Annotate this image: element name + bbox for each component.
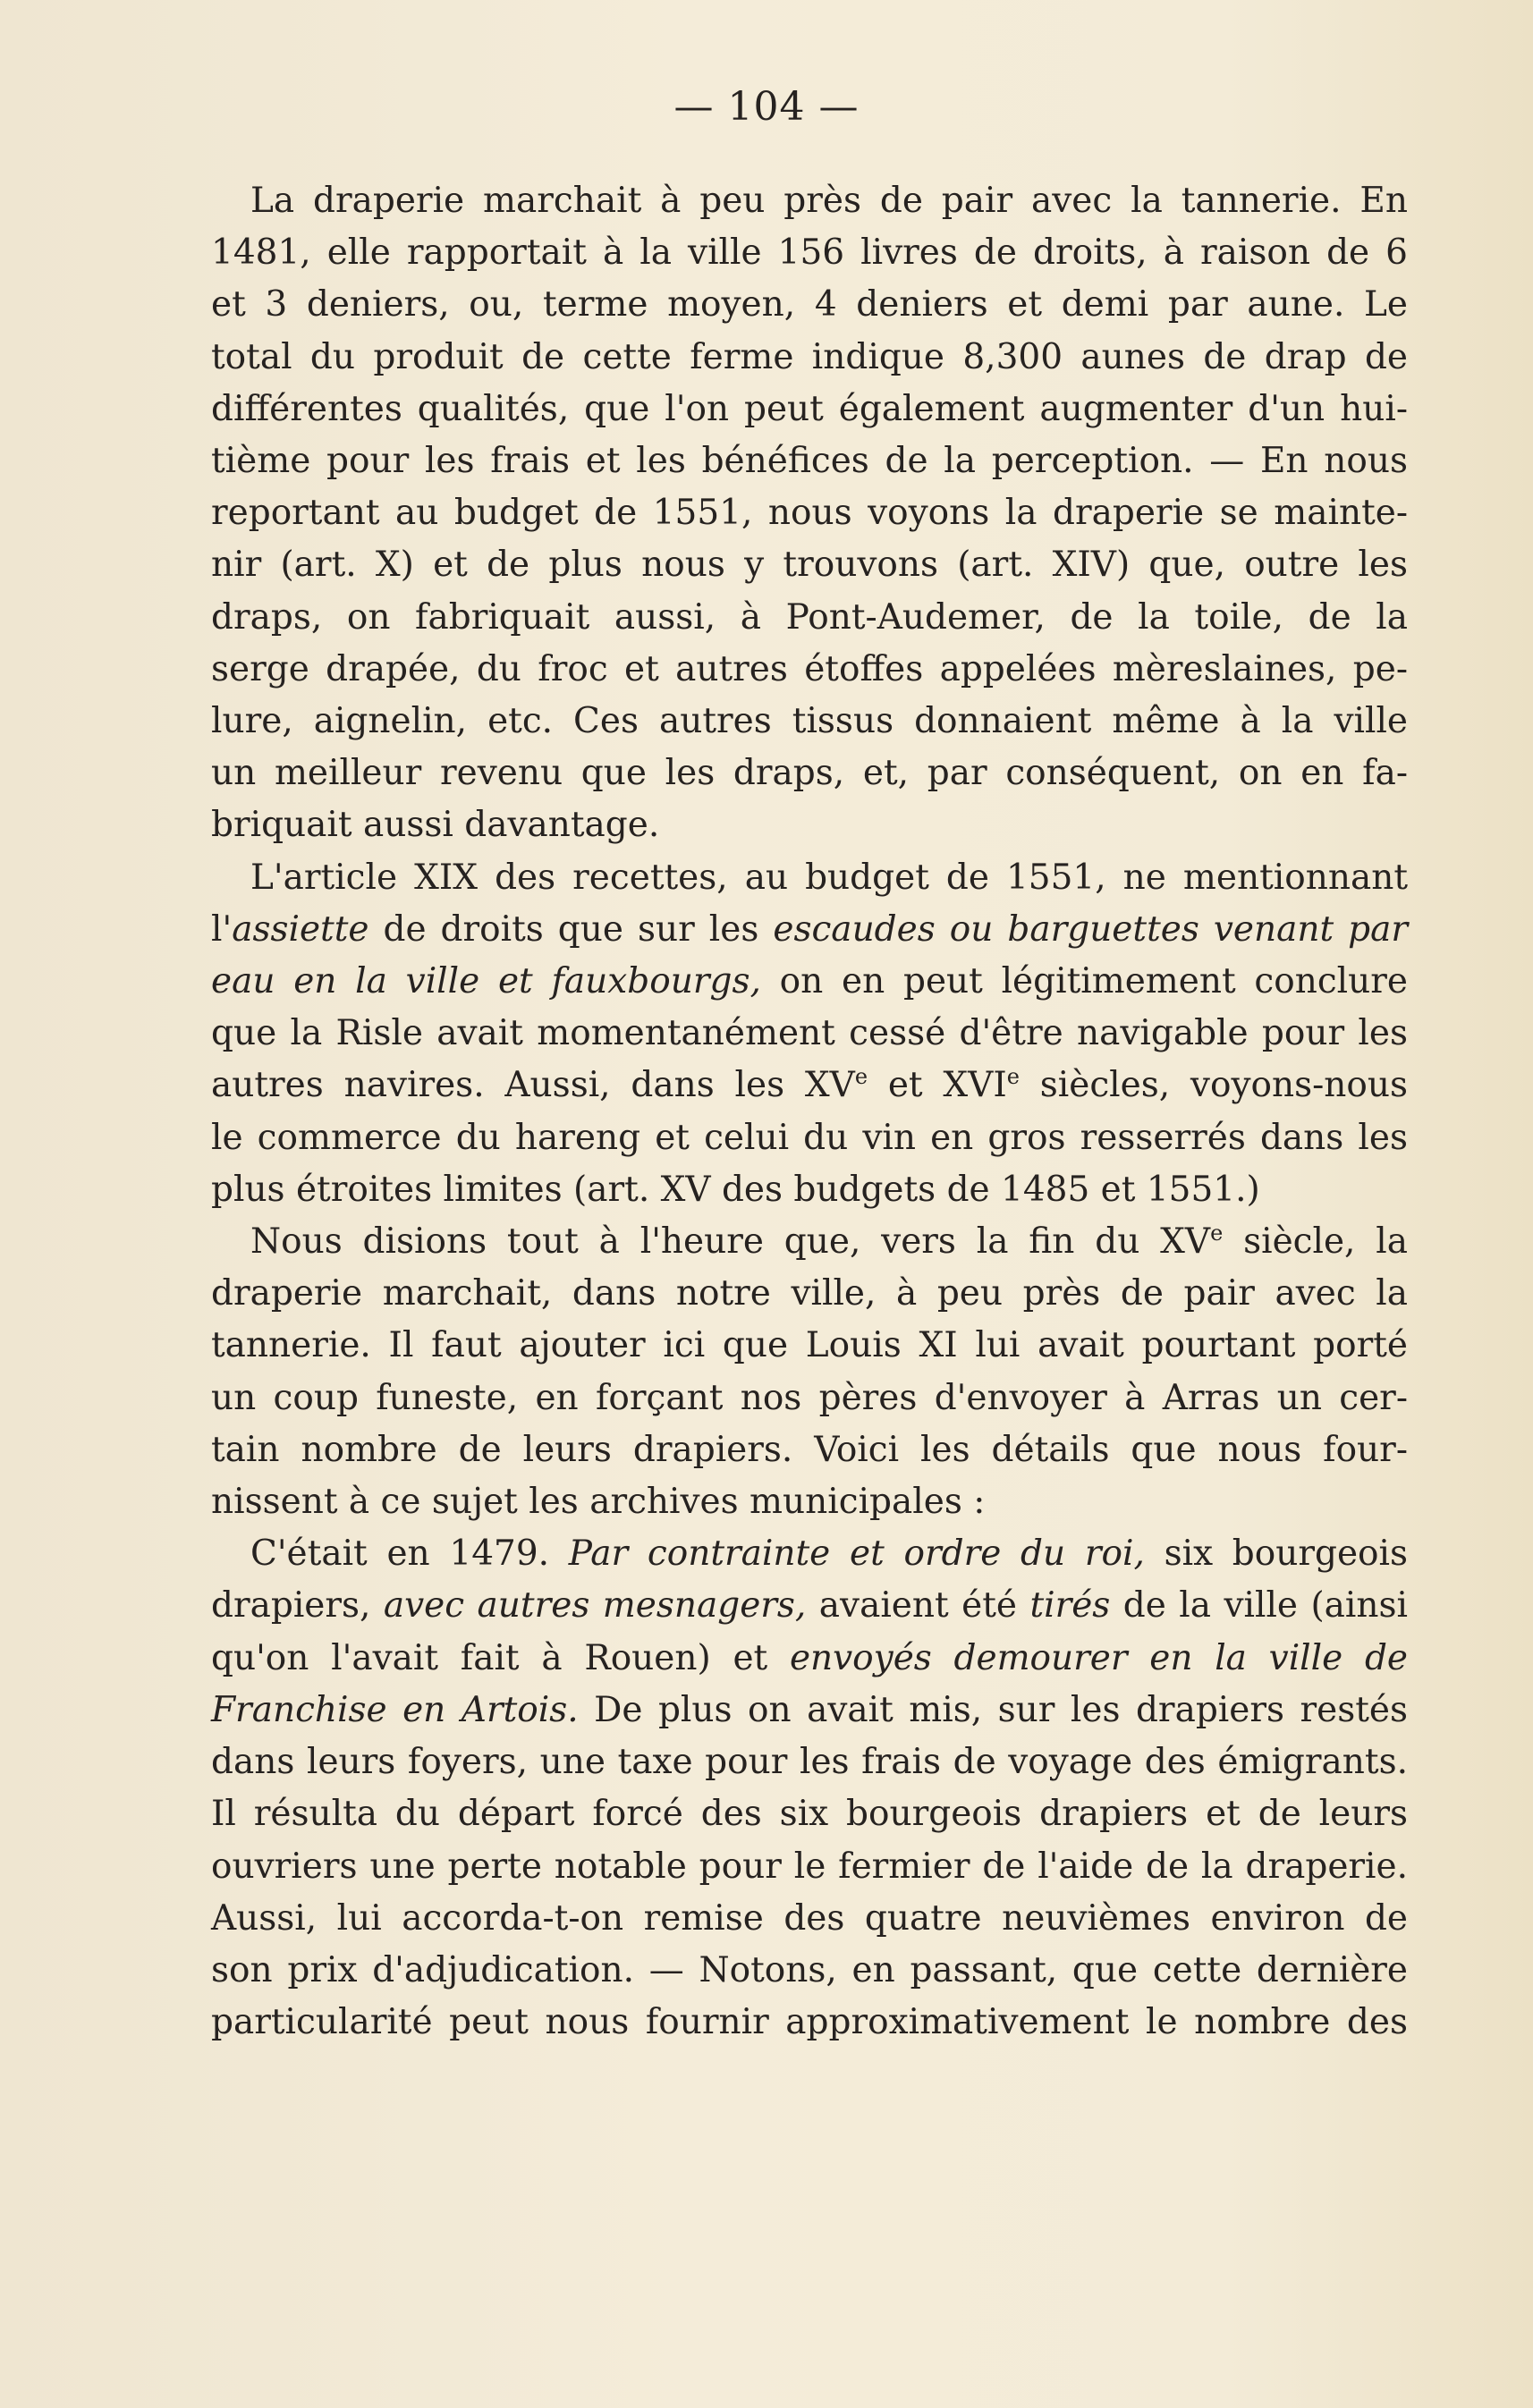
italic-phrase: Franchise en Artois.: [211, 1689, 579, 1730]
text-line: [211, 1685, 1408, 1736]
text-line: [211, 1216, 1408, 1268]
text-line: un meilleur revenu que les draps, et, par conséquent, on en fa-: [211, 753, 1408, 794]
text-run: de la ville (ainsi: [1110, 1585, 1409, 1626]
text-line: 1481, elle rapportait à la ville 156 livres de droits, à raison de 6: [211, 232, 1408, 274]
text-line: [211, 1580, 1408, 1632]
text-run: Nous disions tout à l'heure que, vers la fin du XV: [250, 1221, 1211, 1263]
text-line: nissent à ce sujet les archives municipales :: [211, 1482, 986, 1523]
text-line: [211, 1060, 1408, 1111]
text-run: six bourgeois: [1144, 1534, 1409, 1575]
text-line: son prix d'adjudication. — Notons, en passant, que cette dernière: [211, 1949, 1408, 1990]
paragraph-1: [211, 175, 1408, 852]
text-run: drapiers,: [211, 1585, 384, 1626]
text-line: particularité peut nous fournir approximativement le nombre des: [211, 2002, 1408, 2043]
text-run: qu'on l'avait fait à Rouen) et: [211, 1637, 790, 1678]
text-line: tième pour les frais et les bénéfices de la perception. — En nous: [211, 441, 1408, 482]
italic-phrase: envoyés demourer en la ville de: [789, 1637, 1408, 1678]
body-text: [211, 175, 1408, 2049]
text-line: total du produit de cette ferme indique 8,300 aunes de drap de: [211, 336, 1408, 377]
text-line: tannerie. Il faut ajouter ici que Louis XI lui avait pourtant porté: [211, 1325, 1408, 1366]
italic-phrase: tirés: [1029, 1585, 1111, 1626]
text-line: [211, 904, 1408, 956]
text-line: lure, aignelin, etc. Ces autres tissus donnaient même à la ville: [211, 701, 1408, 742]
italic-phrase: eau en la ville et fauxbourgs,: [211, 961, 761, 1002]
text-line: L'article XIX des recettes, au budget de 1551, ne mentionnant: [250, 857, 1408, 898]
text-line: La draperie marchait à peu près de pair avec la tannerie. En: [250, 181, 1408, 221]
italic-phrase: Par contrainte et ordre du roi,: [568, 1534, 1145, 1575]
paragraph-3: [211, 1216, 1408, 1528]
text-line: [211, 1633, 1408, 1685]
text-run: et XVI: [868, 1065, 1007, 1106]
text-line: le commerce du hareng et celui du vin en gros resserrés dans les: [211, 1117, 1408, 1158]
text-run: autres navires. Aussi, dans les XV: [211, 1065, 855, 1106]
text-run: avaient été: [806, 1585, 1030, 1626]
text-line: nir (art. X) et de plus nous y trouvons (art. XIV) que, outre les: [211, 545, 1408, 586]
text-line: Il résulta du départ forcé des six bourgeois drapiers et de leurs: [211, 1794, 1408, 1835]
text-line: dans leurs foyers, une taxe pour les frais de voyage des émigrants.: [211, 1742, 1408, 1783]
paragraph-4: [211, 1528, 1408, 2049]
text-run: siècles, voyons-nous: [1019, 1065, 1408, 1106]
text-line: que la Risle avait momentanément cessé d'être navigable pour les: [211, 1013, 1408, 1054]
text-line: serge drapée, du froc et autres étoffes appelées mèreslaines, pe-: [211, 648, 1408, 689]
text-run: C'était en 1479.: [250, 1534, 569, 1575]
page-number: — 104 —: [673, 84, 860, 130]
superscript: e: [1006, 1064, 1020, 1090]
text-run: on en peut légitimement conclure: [760, 961, 1408, 1002]
text-line: et 3 deniers, ou, terme moyen, 4 deniers et demi par aune. Le: [211, 284, 1408, 325]
text-line: ouvriers une perte notable pour le fermier de l'aide de la draperie.: [211, 1846, 1408, 1887]
text-line: un coup funeste, en forçant nos pères d'envoyer à Arras un cer-: [211, 1377, 1408, 1418]
text-run: de droits que sur les: [368, 908, 774, 950]
text-line: Aussi, lui accorda-t-on remise des quatre neuvièmes environ de: [211, 1897, 1408, 1939]
text-line: différentes qualités, que l'on peut également augmenter d'un hui-: [211, 388, 1408, 429]
text-run: l': [211, 908, 233, 950]
text-line: plus étroites limites (art. XV des budgets de 1485 et 1551.): [211, 1169, 1260, 1210]
text-line: briquait aussi davantage.: [211, 805, 660, 846]
superscript: e: [1210, 1221, 1224, 1246]
text-line: draperie marchait, dans notre ville, à peu près de pair avec la: [211, 1273, 1408, 1314]
text-run: De plus on avait mis, sur les drapiers restés: [578, 1689, 1408, 1730]
text-line: draps, on fabriquait aussi, à Pont-Audemer, de la toile, de la: [211, 596, 1408, 638]
text-line: tain nombre de leurs drapiers. Voici les détails que nous four-: [211, 1429, 1408, 1470]
paragraph-2: [211, 852, 1408, 1216]
italic-phrase: assiette: [232, 908, 369, 950]
text-run: siècle, la: [1223, 1221, 1408, 1263]
italic-phrase: escaudes ou barguettes venant par: [773, 908, 1408, 950]
text-line: [211, 956, 1408, 1008]
superscript: e: [854, 1064, 868, 1090]
text-line: reportant au budget de 1551, nous voyons la draperie se mainte-: [211, 493, 1408, 534]
italic-phrase: avec autres mesnagers,: [383, 1585, 807, 1626]
text-line: [211, 1528, 1408, 1580]
